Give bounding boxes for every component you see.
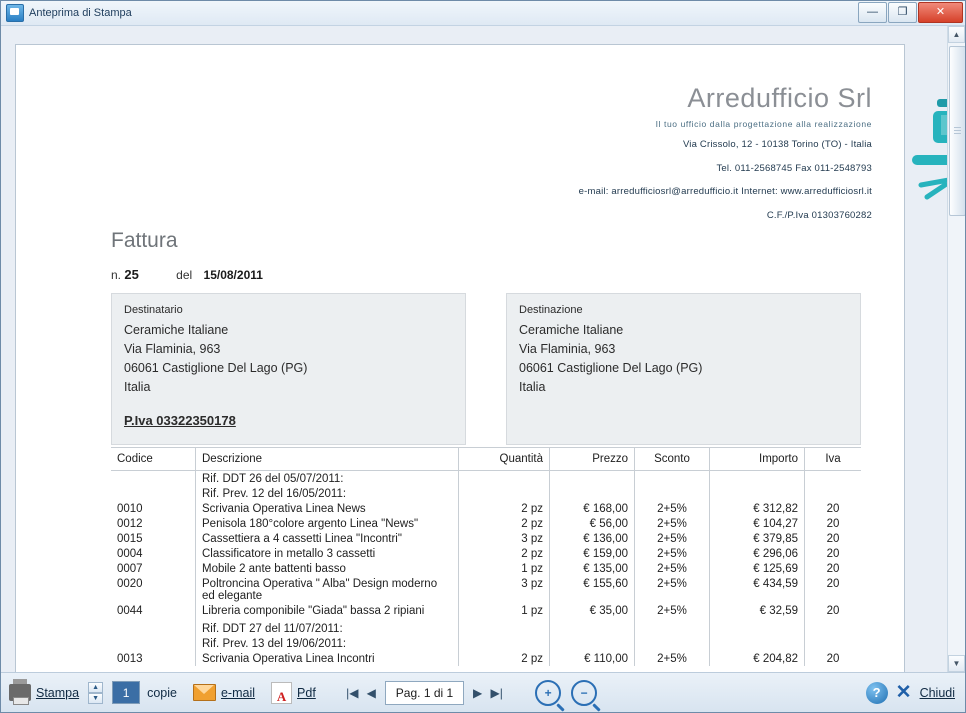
cell-descrizione: Rif. Prev. 13 del 19/06/2011: <box>196 636 459 651</box>
email-button[interactable] <box>193 684 255 701</box>
cell-codice: 0012 <box>117 517 143 530</box>
cell-quantita <box>459 636 550 651</box>
cell-quantita: 1 pz <box>459 603 550 618</box>
recipient-caption: Destinatario <box>124 304 183 316</box>
print-button[interactable] <box>9 684 79 701</box>
pdf-label: Pdf <box>297 685 316 700</box>
company-phones: Tel. 011-2568745 Fax 011-2548793 <box>716 162 872 174</box>
cell-iva: 20 <box>826 502 840 515</box>
cell-sconto <box>635 486 710 501</box>
th-codice: Codice <box>111 448 196 471</box>
close-icon[interactable]: ✕ <box>895 682 912 703</box>
cell-quantita: 3 pz <box>459 531 550 546</box>
invoice-header <box>312 83 872 224</box>
cell-codice: 0044 <box>117 604 143 617</box>
cell-codice <box>111 621 196 636</box>
cell-prezzo <box>550 621 635 636</box>
cell-prezzo: € 159,00 <box>550 546 635 561</box>
destination-name: Ceramiche Italiane <box>519 322 624 337</box>
table-row <box>111 636 861 651</box>
th-iva: Iva <box>805 448 862 471</box>
th-prezzo: Prezzo <box>550 448 635 471</box>
cell-descrizione: Rif. DDT 26 del 05/07/2011: <box>196 471 459 487</box>
close-button[interactable]: ✕ <box>918 2 963 23</box>
printer-icon <box>9 684 31 701</box>
cell-prezzo: € 110,00 <box>550 651 635 666</box>
table-row <box>111 501 861 516</box>
cell-sconto: 2+5% <box>635 516 710 531</box>
cell-quantita: 1 pz <box>459 561 550 576</box>
copies-label: copie <box>147 685 177 700</box>
cell-iva <box>805 471 862 487</box>
recipient-name: Ceramiche Italiane <box>124 322 229 337</box>
cell-prezzo: € 168,00 <box>550 501 635 516</box>
cell-iva: 20 <box>826 517 840 530</box>
cell-sconto: 2+5% <box>635 561 710 576</box>
th-sconto: Sconto <box>635 448 710 471</box>
copies-stepper[interactable] <box>88 682 103 704</box>
recipient-vat: P.Iva 03322350178 <box>124 412 236 428</box>
company-mail: e-mail: arredufficiosrl@arredufficio.it Internet: www.arredufficiosrl.it <box>578 186 872 198</box>
page-indicator[interactable]: Pag. 1 di 1 <box>385 681 464 705</box>
next-page-button[interactable]: ▶ <box>473 685 483 700</box>
pdf-icon: A <box>271 682 292 704</box>
copies-input[interactable]: 1 <box>112 681 140 704</box>
cell-iva: 20 <box>826 604 840 617</box>
cell-codice: 0007 <box>117 562 143 575</box>
help-icon[interactable]: ? <box>866 682 888 704</box>
table-row <box>111 561 861 576</box>
cell-importo: € 104,27 <box>710 516 805 531</box>
address-boxes <box>111 293 861 445</box>
cell-codice <box>111 486 196 501</box>
copies-up-arrow[interactable]: ▲ <box>88 682 103 693</box>
mail-icon <box>193 684 216 701</box>
cell-quantita: 2 pz <box>459 651 550 666</box>
pdf-button[interactable] <box>271 682 316 704</box>
invoice-page <box>15 44 905 672</box>
number-value: 25 <box>124 267 139 282</box>
window-title: Anteprima di Stampa <box>29 7 132 19</box>
cell-importo: € 296,06 <box>710 546 805 561</box>
date-label: del <box>176 268 193 282</box>
print-label: Stampa <box>36 685 80 700</box>
cell-sconto: 2+5% <box>635 531 710 546</box>
cell-codice: 0010 <box>117 502 143 515</box>
cell-importo <box>710 471 805 487</box>
cell-prezzo: € 56,00 <box>550 516 635 531</box>
cell-iva <box>805 636 862 651</box>
recipient-city: 06061 Castiglione Del Lago (PG) <box>124 360 308 375</box>
cell-codice: 0015 <box>117 532 143 545</box>
th-quantita: Quantità <box>459 448 550 471</box>
cell-importo: € 32,59 <box>710 603 805 618</box>
vertical-scrollbar[interactable] <box>947 26 965 672</box>
recipient-street: Via Flaminia, 963 <box>124 341 221 356</box>
cell-importo: € 204,82 <box>710 651 805 666</box>
cell-descrizione: Libreria componibile "Giada" bassa 2 ripiani <box>196 603 459 618</box>
destination-box <box>506 293 861 445</box>
minimize-button[interactable]: — <box>858 2 887 23</box>
cell-codice: 0013 <box>117 652 143 665</box>
th-descrizione: Descrizione <box>196 448 459 471</box>
cell-codice <box>111 636 196 651</box>
scroll-thumb[interactable] <box>949 46 965 216</box>
cell-sconto <box>635 471 710 487</box>
page-area <box>1 26 947 672</box>
cell-codice <box>111 471 196 487</box>
cell-quantita: 3 pz <box>459 576 550 603</box>
email-label: e-mail <box>220 685 256 700</box>
cell-sconto: 2+5% <box>635 501 710 516</box>
cell-sconto: 2+5% <box>635 651 710 666</box>
cell-iva <box>805 621 862 636</box>
cell-descrizione: Poltroncina Operativa " Alba" Design moderno ed elegante <box>196 576 459 603</box>
preview-viewport <box>1 26 965 672</box>
toolbar-right-group <box>866 682 955 704</box>
cell-quantita <box>459 486 550 501</box>
table-row <box>111 576 861 603</box>
cell-prezzo: € 136,00 <box>550 531 635 546</box>
cell-prezzo: € 35,00 <box>550 603 635 618</box>
document-title: Fattura <box>111 229 178 252</box>
cell-importo: € 125,69 <box>710 561 805 576</box>
table-row <box>111 486 861 501</box>
company-address: Via Crissolo, 12 - 10138 Torino (TO) - Italia <box>682 139 872 150</box>
cell-sconto <box>635 621 710 636</box>
cell-iva <box>805 486 862 501</box>
zoom-in-label: + <box>544 685 552 700</box>
zoom-out-button[interactable] <box>571 680 597 706</box>
bottom-toolbar <box>1 672 965 712</box>
cell-prezzo <box>550 486 635 501</box>
cell-sconto: 2+5% <box>635 603 710 618</box>
cell-descrizione: Cassettiera a 4 cassetti Linea "Incontri" <box>196 531 459 546</box>
cell-descrizione: Mobile 2 ante battenti basso <box>196 561 459 576</box>
scroll-down-arrow[interactable]: ▼ <box>948 655 965 672</box>
title-bar <box>1 1 965 26</box>
recipient-box <box>111 293 466 445</box>
cell-sconto: 2+5% <box>635 546 710 561</box>
table-row <box>111 621 861 636</box>
cell-iva: 20 <box>826 562 840 575</box>
cell-iva: 20 <box>826 532 840 545</box>
cell-prezzo <box>550 471 635 487</box>
cell-iva: 20 <box>826 547 840 560</box>
cell-prezzo <box>550 636 635 651</box>
first-page-button[interactable]: |◀ <box>346 685 359 700</box>
table-row <box>111 603 861 618</box>
cell-prezzo: € 135,00 <box>550 561 635 576</box>
destination-caption: Destinazione <box>519 304 583 316</box>
cell-quantita: 2 pz <box>459 501 550 516</box>
cell-codice: 0004 <box>117 547 143 560</box>
number-label: n. <box>111 268 122 282</box>
company-vat: C.F./P.Iva 01303760282 <box>766 210 872 222</box>
cell-iva: 20 <box>826 652 840 665</box>
destination-street: Via Flaminia, 963 <box>519 341 616 356</box>
window-controls <box>858 2 963 23</box>
maximize-button[interactable]: ❐ <box>888 2 917 23</box>
cell-importo <box>710 486 805 501</box>
prev-page-button[interactable]: ◀ <box>366 685 376 700</box>
chair-logo-icon <box>897 93 947 203</box>
cell-iva: 20 <box>826 577 840 590</box>
cell-quantita: 2 pz <box>459 546 550 561</box>
cell-sconto <box>635 636 710 651</box>
scroll-up-arrow[interactable]: ▲ <box>948 26 965 43</box>
cell-importo <box>710 621 805 636</box>
cell-importo: € 379,85 <box>710 531 805 546</box>
th-importo: Importo <box>710 448 805 471</box>
company-slogan: Il tuo ufficio dalla progettazione alla realizzazione <box>655 119 872 129</box>
table-body <box>111 471 861 667</box>
table-row <box>111 531 861 546</box>
table-row <box>111 651 861 666</box>
app-icon <box>6 4 24 22</box>
recipient-country: Italia <box>124 379 151 394</box>
cell-descrizione: Scrivania Operativa Linea News <box>196 501 459 516</box>
document-number-line <box>111 267 263 282</box>
destination-country: Italia <box>519 379 546 394</box>
cell-descrizione: Classificatore in metallo 3 cassetti <box>196 546 459 561</box>
table-row <box>111 546 861 561</box>
cell-importo: € 434,59 <box>710 576 805 603</box>
cell-prezzo: € 155,60 <box>550 576 635 603</box>
copies-down-arrow[interactable]: ▼ <box>88 693 103 704</box>
table-row <box>111 471 861 487</box>
items-table <box>111 447 861 666</box>
last-page-button[interactable]: ▶| <box>490 685 503 700</box>
cell-importo: € 312,82 <box>710 501 805 516</box>
close-label[interactable]: Chiudi <box>919 685 955 700</box>
cell-quantita: 2 pz <box>459 516 550 531</box>
table-row <box>111 516 861 531</box>
cell-descrizione: Rif. DDT 27 del 11/07/2011: <box>196 621 459 636</box>
cell-quantita <box>459 621 550 636</box>
cell-descrizione: Scrivania Operativa Linea Incontri <box>196 651 459 666</box>
date-value: 15/08/2011 <box>203 268 263 282</box>
cell-importo <box>710 636 805 651</box>
cell-quantita <box>459 471 550 487</box>
cell-sconto: 2+5% <box>635 576 710 603</box>
cell-descrizione: Rif. Prev. 12 del 16/05/2011: <box>196 486 459 501</box>
company-name: Arredufficio Srl <box>687 83 872 113</box>
table-header-row <box>111 448 861 471</box>
cell-codice: 0020 <box>117 577 143 590</box>
destination-city: 06061 Castiglione Del Lago (PG) <box>519 360 703 375</box>
zoom-out-label: − <box>580 685 588 700</box>
zoom-in-button[interactable] <box>535 680 561 706</box>
cell-descrizione: Penisola 180°colore argento Linea "News" <box>196 516 459 531</box>
